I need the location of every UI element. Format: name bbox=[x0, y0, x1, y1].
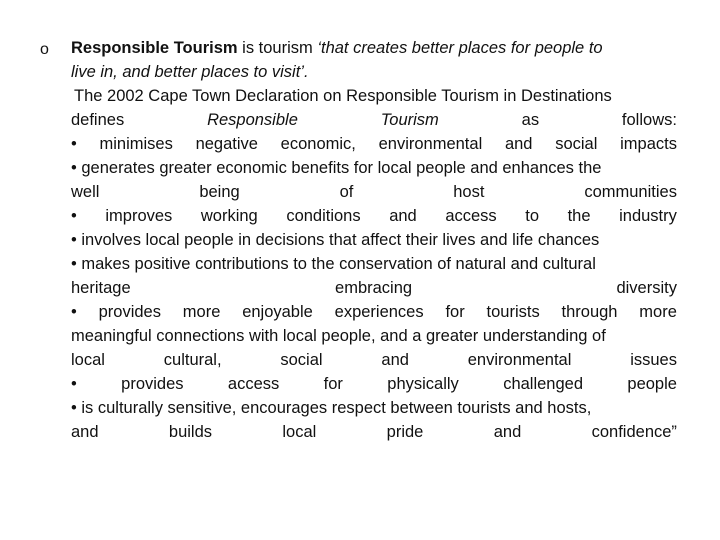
word: and bbox=[389, 207, 417, 225]
word: provides bbox=[98, 303, 161, 321]
word: follows: bbox=[621, 111, 677, 129]
minimises-line bbox=[71, 132, 677, 156]
word: well bbox=[71, 183, 100, 201]
word: environmental bbox=[378, 135, 483, 153]
declaration-intro: The 2002 Cape Town Declaration on Responsible Tourism in Destinations bbox=[74, 87, 612, 105]
word: enjoyable bbox=[242, 303, 313, 321]
word: the bbox=[567, 207, 591, 225]
word: improves bbox=[105, 207, 173, 225]
defines-line bbox=[71, 108, 677, 132]
word: • bbox=[71, 135, 77, 153]
word: Responsible bbox=[207, 111, 298, 129]
term-responsible-tourism: Responsible Tourism bbox=[71, 39, 238, 57]
word: social bbox=[555, 135, 598, 153]
word: • bbox=[71, 375, 77, 393]
word: pride bbox=[386, 423, 424, 441]
involves-line: • involves local people in decisions that affect their lives and life chances bbox=[71, 231, 600, 249]
word: and bbox=[381, 351, 409, 369]
word: industry bbox=[619, 207, 677, 225]
local-issues-line bbox=[71, 348, 677, 372]
word: conditions bbox=[286, 207, 361, 225]
intro-quote-line-1: ‘that creates better places for people to bbox=[317, 39, 603, 57]
word: access bbox=[445, 207, 497, 225]
word: tourists bbox=[486, 303, 540, 321]
word: of bbox=[339, 183, 354, 201]
provides-access-line bbox=[71, 372, 677, 396]
word: • bbox=[71, 207, 77, 225]
intro-is-text: is tourism bbox=[237, 39, 318, 57]
intro-quote-line-2: live in, and better places to visit’. bbox=[71, 63, 309, 81]
word: being bbox=[199, 183, 240, 201]
word: defines bbox=[71, 111, 125, 129]
word: people bbox=[627, 375, 677, 393]
word: local bbox=[282, 423, 317, 441]
improves-line bbox=[71, 204, 677, 228]
word: through bbox=[561, 303, 618, 321]
word: more bbox=[182, 303, 221, 321]
word: negative bbox=[195, 135, 258, 153]
word: challenged bbox=[503, 375, 584, 393]
word: and bbox=[493, 423, 522, 441]
word: issues bbox=[630, 351, 677, 369]
word: provides bbox=[121, 375, 184, 393]
word: and bbox=[504, 135, 533, 153]
word: host bbox=[453, 183, 485, 201]
culturally-line: • is culturally sensitive, encourages respect between tourists and hosts, bbox=[71, 399, 592, 417]
word: environmental bbox=[467, 351, 572, 369]
word: for bbox=[323, 375, 343, 393]
wellbeing-line bbox=[71, 180, 677, 204]
word: working bbox=[200, 207, 258, 225]
word: economic, bbox=[280, 135, 356, 153]
outline-bullet-icon: o bbox=[40, 41, 49, 58]
and-builds-line bbox=[71, 420, 677, 444]
word: cultural, bbox=[163, 351, 222, 369]
word: physically bbox=[387, 375, 459, 393]
word: embracing bbox=[335, 279, 413, 297]
word: minimises bbox=[99, 135, 173, 153]
word: access bbox=[227, 375, 280, 393]
responsible-tourism-text bbox=[71, 36, 677, 444]
provides-experiences-line bbox=[71, 300, 677, 324]
word: confidence” bbox=[591, 423, 677, 441]
word: diversity bbox=[616, 279, 677, 297]
word: for bbox=[445, 303, 465, 321]
word: as bbox=[521, 111, 540, 129]
word: to bbox=[525, 207, 540, 225]
word: impacts bbox=[620, 135, 677, 153]
meaningful-line: meaningful connections with local people, and a greater understanding of bbox=[71, 327, 606, 345]
generates-line: • generates greater economic benefits for local people and enhances the bbox=[71, 159, 602, 177]
word: social bbox=[280, 351, 323, 369]
word: experiences bbox=[334, 303, 424, 321]
intro-line-1 bbox=[71, 36, 677, 60]
word: builds bbox=[168, 423, 213, 441]
word: and bbox=[71, 423, 99, 441]
word: heritage bbox=[71, 279, 131, 297]
word: Tourism bbox=[380, 111, 439, 129]
word: local bbox=[71, 351, 105, 369]
word: communities bbox=[584, 183, 677, 201]
word: more bbox=[639, 303, 677, 321]
makes-line: • makes positive contributions to the conservation of natural and cultural bbox=[71, 255, 596, 273]
word: • bbox=[71, 303, 77, 321]
intro-line-1-content bbox=[71, 36, 603, 60]
heritage-line bbox=[71, 276, 677, 300]
